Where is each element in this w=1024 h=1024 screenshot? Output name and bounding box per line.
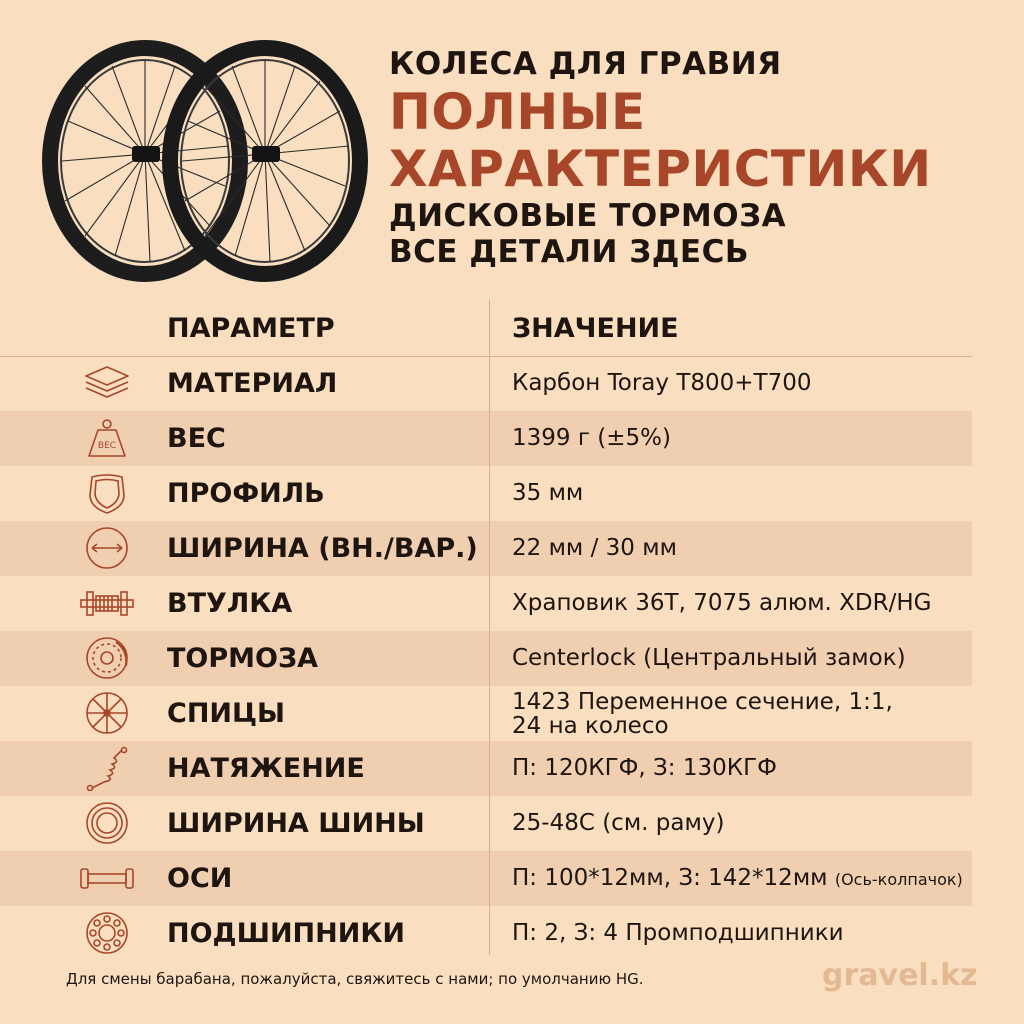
headline-line-1: ПОЛНЫЕ [389, 83, 646, 141]
row-param: ШИРИНА ШИНЫ [167, 808, 425, 839]
bearing-icon [78, 911, 136, 956]
header-param: ПАРАМЕТР [167, 313, 335, 344]
row-param: ПРОФИЛЬ [167, 478, 325, 509]
row-param: МАТЕРИАЛ [167, 368, 338, 399]
row-param: ВЕС [167, 423, 226, 454]
row-value: 35 мм [512, 480, 584, 506]
row-value [512, 690, 952, 740]
tagline-all-details: ВСЕ ДЕТАЛИ ЗДЕСЬ [389, 234, 749, 270]
weight-icon [78, 416, 136, 461]
weight-icon-label: ВЕС [97, 441, 117, 451]
row-param: НАТЯЖЕНИЕ [167, 753, 365, 784]
hub-icon [78, 581, 136, 626]
hero-section [0, 0, 1024, 300]
row-param: ПОДШИПНИКИ [167, 918, 406, 949]
row-value [512, 851, 963, 906]
table-row [0, 521, 972, 576]
row-value: 22 мм / 30 мм [512, 535, 677, 561]
table-row [0, 356, 972, 411]
header-value: ЗНАЧЕНИЕ [512, 313, 679, 344]
row-value: 1399 г (±5%) [512, 425, 671, 451]
title-block [389, 44, 932, 270]
table-row [0, 631, 972, 686]
row-value: П: 120КГФ, З: 130КГФ [512, 755, 777, 781]
brake-rotor-icon [78, 636, 136, 681]
table-row [0, 796, 972, 851]
tagline-disc-brakes: ДИСКОВЫЕ ТОРМОЗА [389, 198, 787, 234]
brand-watermark: gravel.kz [822, 958, 978, 993]
table-row [0, 851, 972, 906]
row-value: Centerlock (Центральный замок) [512, 645, 906, 671]
table-header-row [0, 300, 972, 357]
rim-profile-icon [78, 471, 136, 516]
table-row [0, 686, 972, 741]
spokes-wheel-icon [78, 691, 136, 736]
table-row [0, 466, 972, 521]
row-value: 25-48C (см. раму) [512, 810, 725, 836]
subtitle-gravel-wheels: КОЛЕСА ДЛЯ ГРАВИЯ [389, 46, 782, 82]
row-param: СПИЦЫ [167, 698, 286, 729]
row-param: ШИРИНА (ВН./ВАР.) [167, 533, 478, 564]
table-row [0, 906, 972, 961]
table-row [0, 576, 972, 631]
carbon-wheels-image [40, 36, 370, 286]
row-param: ОСИ [167, 863, 233, 894]
layers-icon [78, 361, 136, 406]
row-param: ТОРМОЗА [167, 643, 319, 674]
width-arrows-icon [78, 526, 136, 571]
row-value: Карбон Toray T800+T700 [512, 370, 812, 396]
table-row [0, 741, 972, 796]
column-divider [489, 300, 490, 955]
axle-icon [78, 856, 136, 901]
headline-line-2: ХАРАКТЕРИСТИКИ [389, 140, 932, 198]
row-param: ВТУЛКА [167, 588, 293, 619]
row-value-line-1: 1423 Переменное сечение, 1:1, [512, 689, 893, 715]
front-wheel [170, 48, 360, 274]
tire-icon [78, 801, 136, 846]
table-row [0, 411, 972, 466]
tension-spring-icon [78, 746, 136, 791]
row-value-main: П: 100*12мм, З: 142*12мм [512, 865, 828, 891]
row-value: Храповик 36T, 7075 алюм. XDR/HG [512, 590, 932, 616]
row-value: П: 2, З: 4 Промподшипники [512, 920, 844, 946]
row-value-line-2: 24 на колесо [512, 713, 669, 739]
footer-note: Для смены барабана, пожалуйста, свяжитесь с нами; по умолчанию HG. [66, 970, 644, 988]
row-value-note: (Ось-колпачок) [834, 870, 963, 889]
